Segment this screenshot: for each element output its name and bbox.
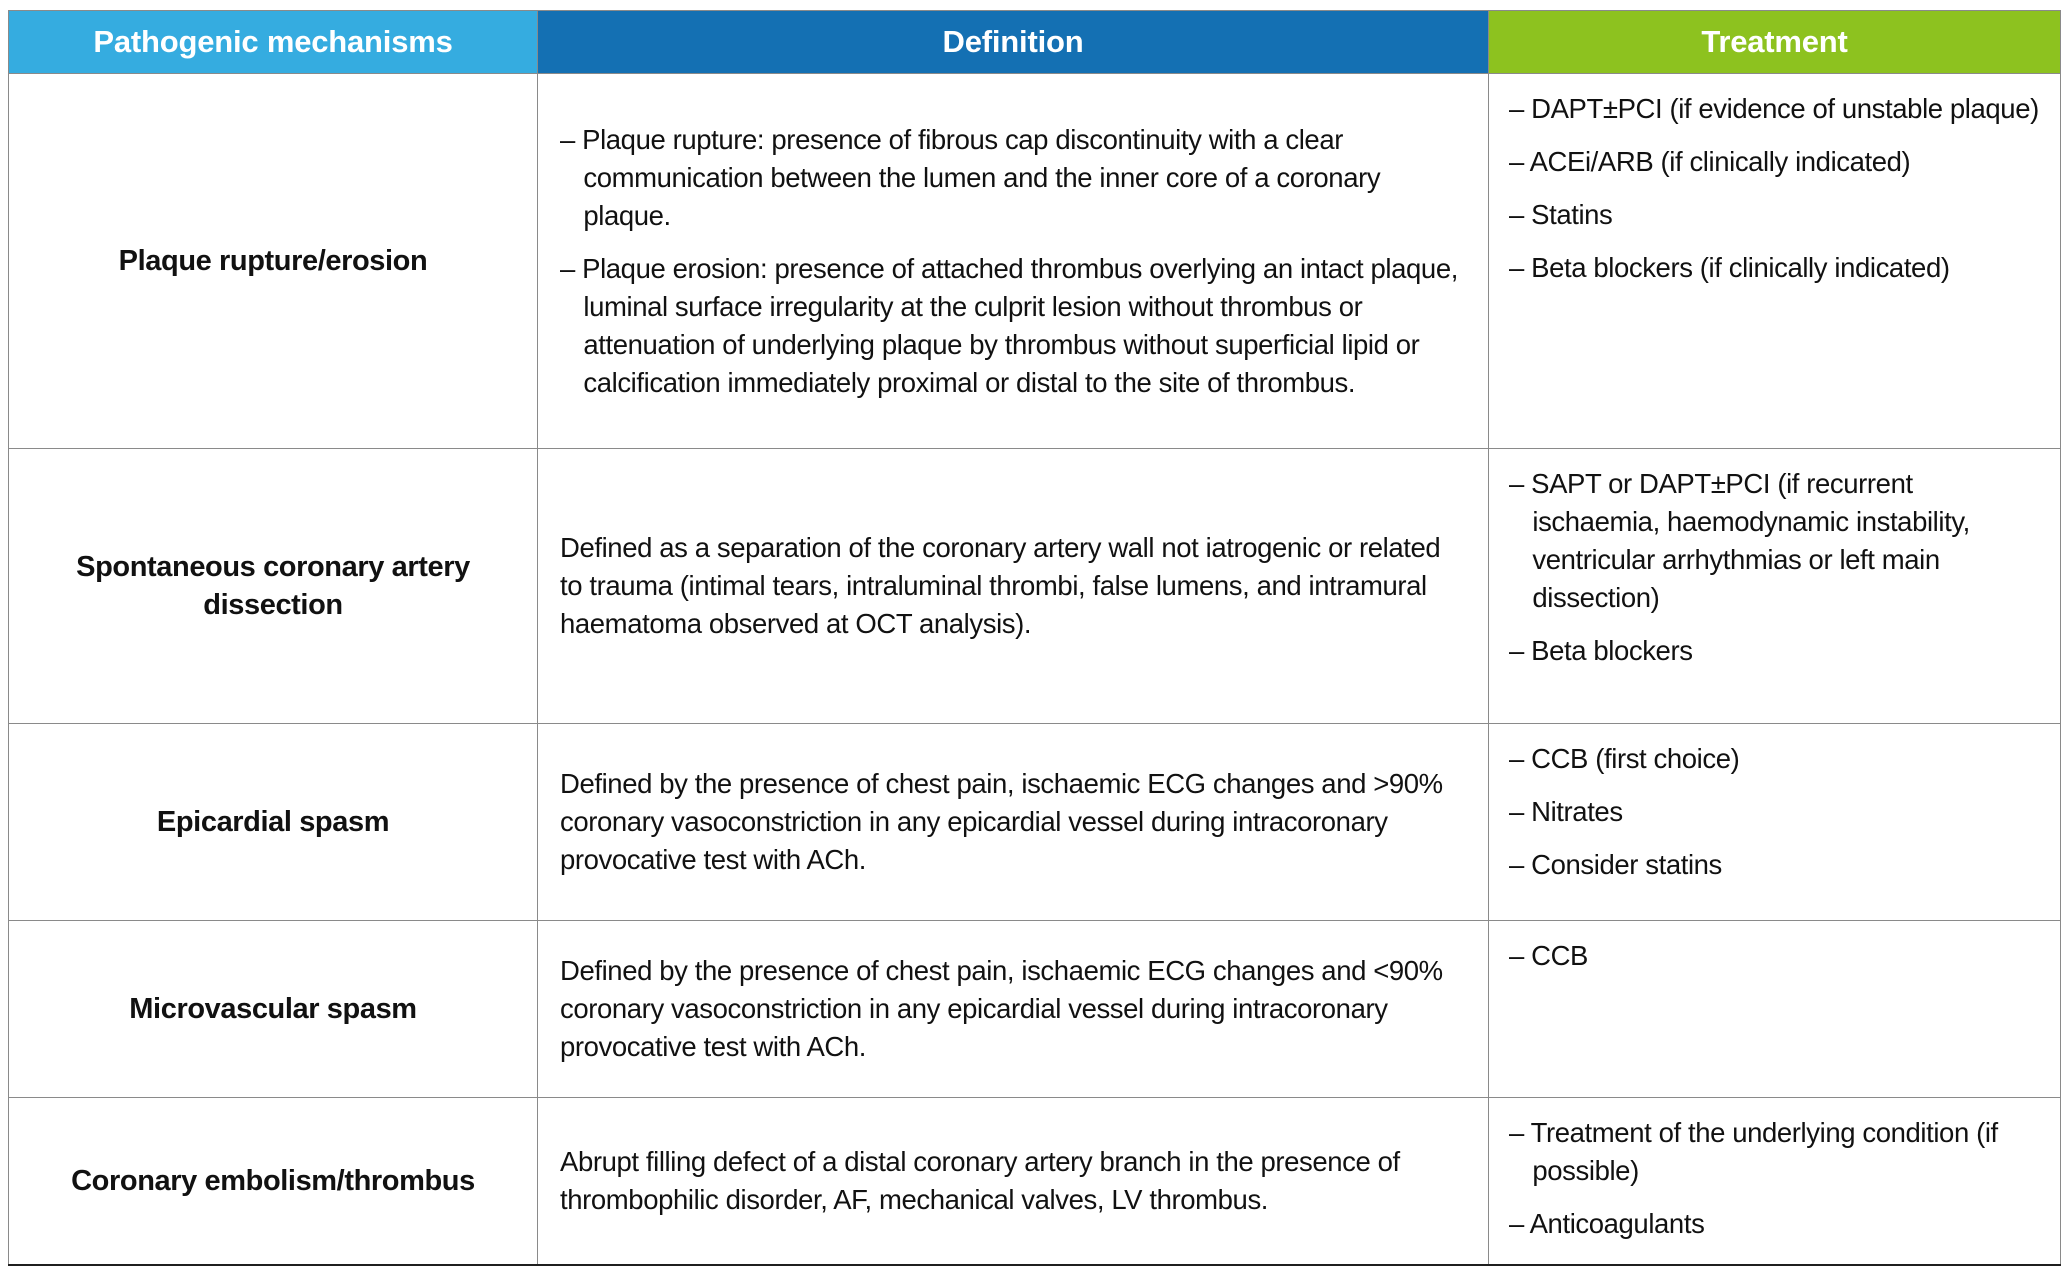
definition-cell (538, 724, 1489, 921)
header-treatment: Treatment (1489, 11, 2061, 74)
treatment-item: – Anticoagulants (1509, 1208, 1705, 1239)
table-row (9, 724, 2061, 921)
definition-text: Defined by the presence of chest pain, ischaemic ECG changes and <90% coronary vasoconstriction in any epicardial vessel during intracoronary provocative test with ACh. (560, 955, 1443, 1062)
mechanism-cell: Microvascular spasm (9, 921, 538, 1098)
definition-cell (538, 921, 1489, 1098)
treatment-item: – CCB (first choice) (1509, 743, 1740, 774)
definition-cell (538, 74, 1489, 449)
treatment-item: – Consider statins (1509, 849, 1722, 880)
header-row (9, 11, 2061, 74)
table-row (9, 449, 2061, 724)
definition-item: – Plaque rupture: presence of fibrous cap discontinuity with a clear communication between the lumen and the inner core of a coronary plaque. (560, 123, 1381, 231)
mechanism-cell: Epicardial spasm (9, 724, 538, 921)
table-row (9, 921, 2061, 1098)
definition-item: – Plaque erosion: presence of attached thrombus overlying an intact plaque, luminal surface irregularity at the culprit lesion without thrombus or attenuation of underlying plaque by thrombus without superficial lipid or calcification immediately proximal or distal to the site of thrombus. (560, 252, 1458, 398)
treatment-item: – Beta blockers (1509, 635, 1693, 666)
table-row (9, 74, 2061, 449)
definition-text: Abrupt filling defect of a distal coronary artery branch in the presence of thrombophilic disorder, AF, mechanical valves, LV thrombus. (560, 1146, 1400, 1215)
treatment-item: – Beta blockers (if clinically indicated) (1509, 252, 1950, 283)
treatment-item: – ACEi/ARB (if clinically indicated) (1509, 146, 1911, 177)
definition-text: Defined by the presence of chest pain, ischaemic ECG changes and >90% coronary vasoconstriction in any epicardial vessel during intracoronary provocative test with ACh. (560, 768, 1443, 875)
treatment-cell (1489, 449, 2061, 724)
treatment-cell (1489, 74, 2061, 449)
definition-cell (538, 1098, 1489, 1266)
mechanism-cell: Spontaneous coronary artery dissection (9, 449, 538, 724)
header-pathogenic-mechanisms: Pathogenic mechanisms (9, 11, 538, 74)
definition-cell (538, 449, 1489, 724)
treatment-cell (1489, 1098, 2061, 1266)
table-row (9, 1098, 2061, 1266)
treatment-item: – CCB (1509, 940, 1588, 971)
treatment-item: – SAPT or DAPT±PCI (if recurrent ischaemia, haemodynamic instability, ventricular arrhythmias or left main dissection) (1509, 468, 1970, 613)
treatment-cell (1489, 724, 2061, 921)
header-definition: Definition (538, 11, 1489, 74)
mechanism-cell: Coronary embolism/thrombus (9, 1098, 538, 1266)
mechanism-cell: Plaque rupture/erosion (9, 74, 538, 449)
treatment-item: – Treatment of the underlying condition (if possible) (1509, 1117, 1998, 1186)
definition-text: Defined as a separation of the coronary artery wall not iatrogenic or related to trauma (intimal tears, intraluminal thrombi, false lumens, and intramural haematoma observed at OCT analysis). (560, 532, 1441, 639)
treatment-item: – Nitrates (1509, 796, 1623, 827)
pathogenic-mechanisms-table (8, 10, 2061, 1266)
treatment-item: – DAPT±PCI (if evidence of unstable plaque) (1509, 93, 2039, 124)
treatment-cell (1489, 921, 2061, 1098)
treatment-item: – Statins (1509, 199, 1613, 230)
